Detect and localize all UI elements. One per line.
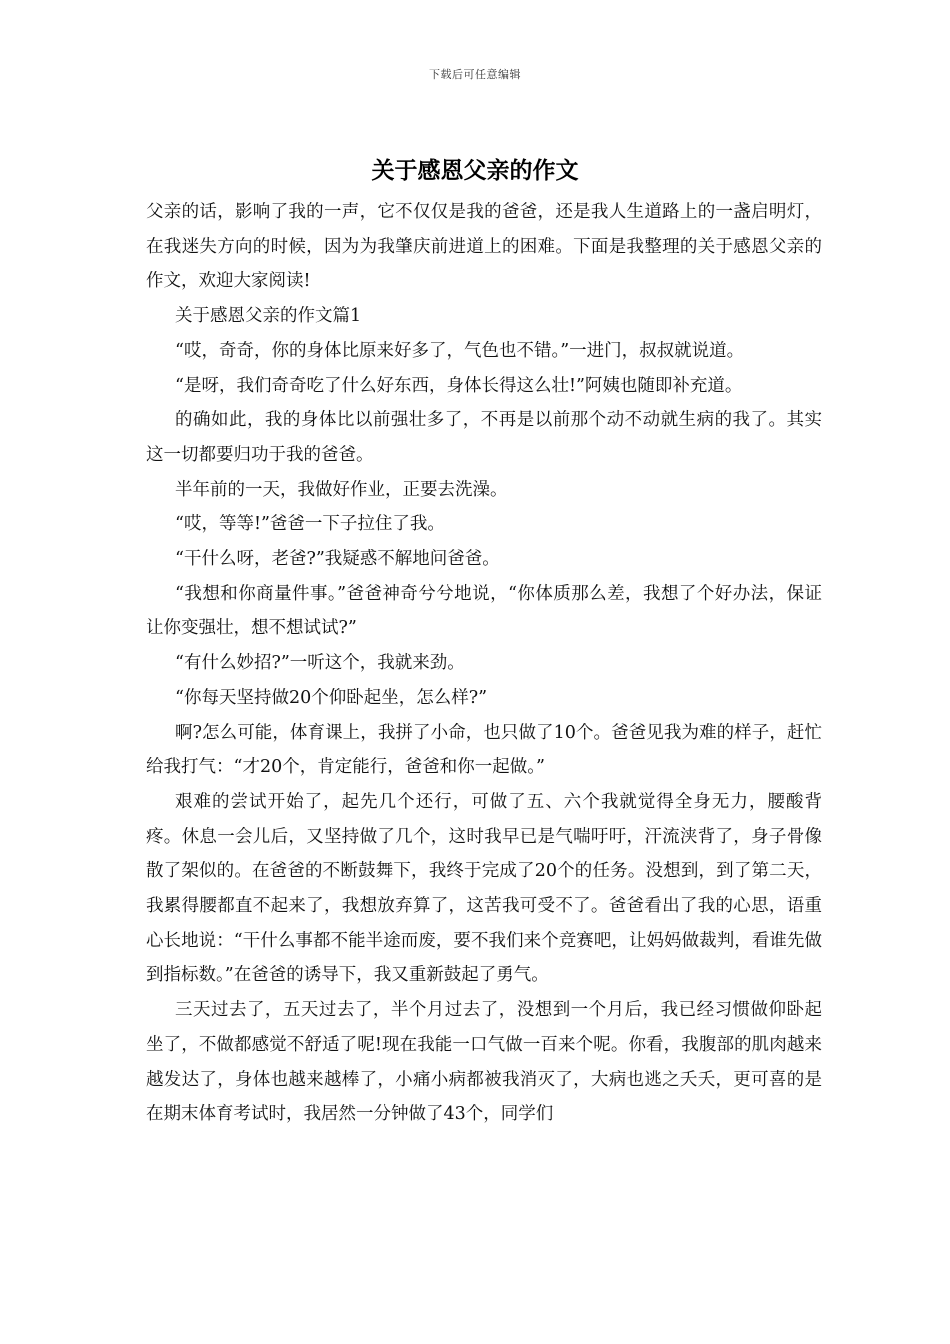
paragraph: “是呀，我们奇奇吃了什么好东西，身体长得这么壮!”阿姨也随即补充道。: [175, 375, 743, 396]
document-body: [146, 195, 822, 1132]
paragraph: 三天过去了，五天过去了，半个月过去了，没想到一个月后，我已经习惯做仰卧起坐了，不做都感觉不舒适了呢!现在我能一口气做一百来个呢。你看，我腹部的肌肉越来越发达了，身体也越来越棒了，小痛小病都被我消灭了，大病也逃之夭夭，更可喜的是在期末体育考试时，我居然一分钟做了43个，同学们: [146, 1000, 822, 1125]
paragraph: 艰难的尝试开始了，起先几个还行，可做了五、六个我就觉得全身无力，腰酸背疼。休息一会儿后，又坚持做了几个，这时我早已是气喘吁吁，汗流浃背了，身子骨像散了架似的。在爸爸的不断鼓舞下，我终于完成了20个的任务。没想到，到了第二天，我累得腰都直不起来了，我想放弃算了，这苦我可受不了。爸爸看出了我的心思，语重心长地说：“干什么事都不能半途而废，要不我们来个竞赛吧，让妈妈做裁判，看谁先做到指标数。”在爸爸的诱导下，我又重新鼓起了勇气。: [146, 791, 822, 986]
paragraph: 啊?怎么可能，体育课上，我拼了小命，也只做了10个。爸爸见我为难的样子，赶忙给我打气：“才20个，肯定能行，爸爸和你一起做。”: [146, 722, 822, 778]
paragraph: 关于感恩父亲的作文篇1: [175, 306, 362, 327]
document-title: 关于感恩父亲的作文: [371, 157, 579, 184]
paragraph: “有什么妙招?”一听这个，我就来劲。: [175, 653, 465, 674]
paragraph: “哎，奇奇，你的身体比原来好多了，气色也不错。”一进门，叔叔就说道。: [175, 340, 745, 361]
paragraph: 父亲的话，影响了我的一声，它不仅仅是我的爸爸，还是我人生道路上的一盏启明灯，在我迷失方向的时候，因为为我肇庆前进道上的困难。下面是我整理的关于感恩父亲的作文，欢迎大家阅读!: [146, 202, 822, 292]
paragraph: “哎，等等!”爸爸一下子拉住了我。: [175, 514, 445, 535]
header-note: 下载后可任意编辑: [429, 68, 521, 81]
paragraph: 的确如此，我的身体比以前强壮多了，不再是以前那个动不动就生病的我了。其实这一切都要归功于我的爸爸。: [146, 410, 822, 465]
paragraph: “我想和你商量件事。”爸爸神奇兮兮地说，“你体质那么差，我想了个好办法，保证让你变强壮，想不想试试?”: [146, 583, 822, 639]
paragraph: “干什么呀，老爸?”我疑惑不解地问爸爸。: [175, 549, 500, 570]
paragraph: 半年前的一天，我做好作业，正要去洗澡。: [175, 479, 508, 500]
paragraph: “你每天坚持做20个仰卧起坐，怎么样?”: [175, 687, 488, 708]
